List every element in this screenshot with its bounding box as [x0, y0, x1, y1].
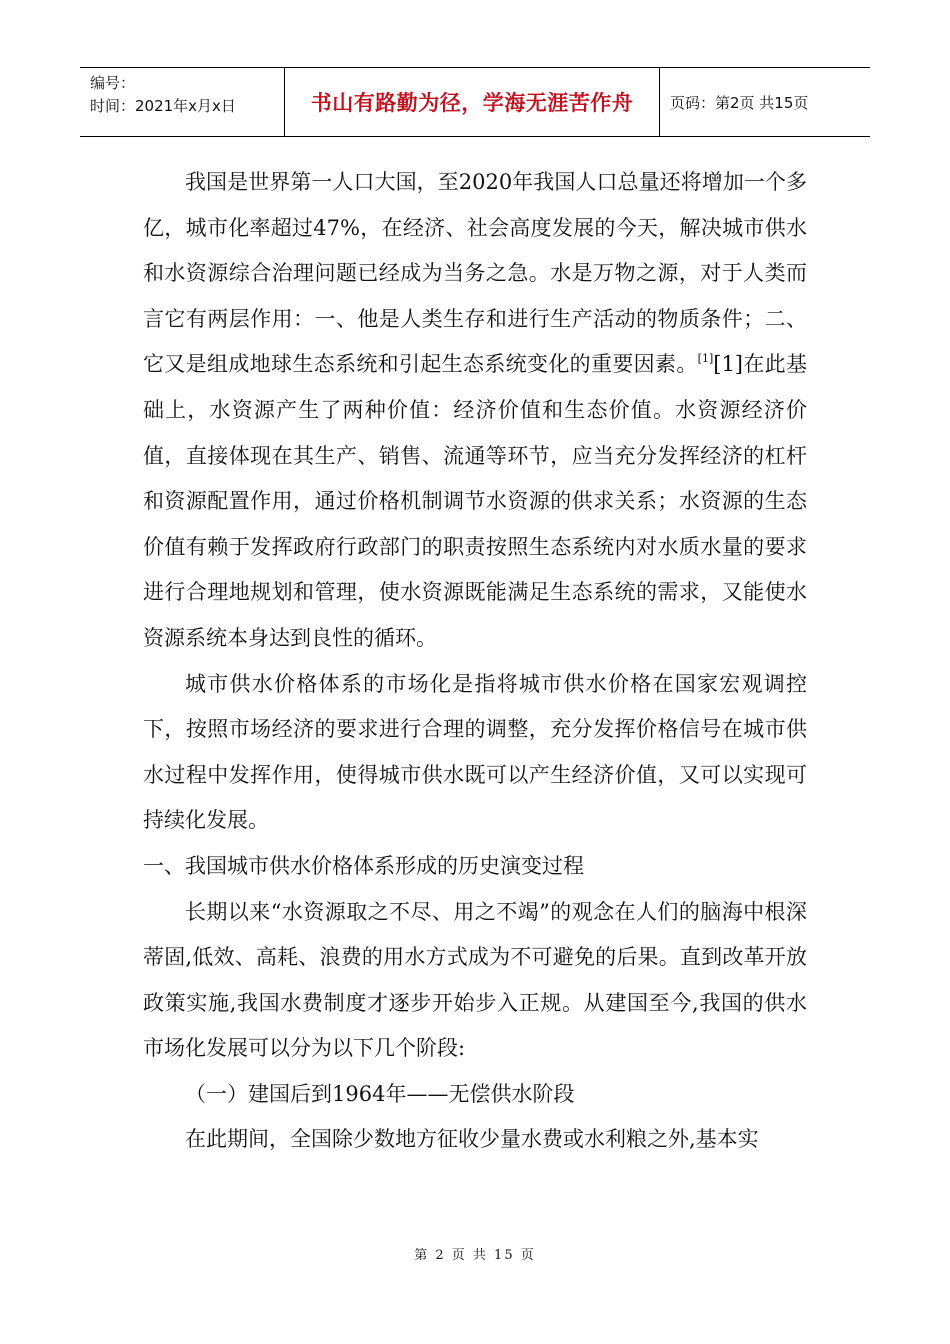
paragraph-1-text-a: 我国是世界第一人口大国，至2020年我国人口总量还将增加一个多亿，城市化率超过47%，在经济、社会高度发展的今天，解决城市供水和水资源综合治理问题已经成为当务之急。水是万物之源，对于人类而言它有两层作用：一、他是人类生存和进行生产活动的物质条件；二、它又是组成地球生态系统和引起生态系统变化的重要因素。 — [143, 170, 807, 377]
page-header — [80, 67, 870, 137]
document-body — [143, 160, 807, 1163]
paragraph-3: 长期以来“水资源取之不尽、用之不竭”的观念在人们的脑海中根深蒂固,低效、高耗、浪费的用水方式成为不可避免的后果。直到改革开放政策实施,我国水费制度才逐步开始步入正规。从建国至今,我国的供水市场化发展可以分为以下几个阶段: — [143, 899, 807, 1061]
paragraph-2: 城市供水价格体系的市场化是指将城市供水价格在国家宏观调控下，按照市场经济的要求进行合理的调整，充分发挥价格信号在城市供水过程中发挥作用，使得城市供水既可以产生经济价值，又可以实现可持续化发展。 — [143, 671, 807, 833]
paragraph-1-text-b: [1]在此基础上，水资源产生了两种价值：经济价值和生态价值。水资源经济价值，直接体现在其生产、销售、流通等环节，应当充分发挥经济的杠杆和资源配置作用，通过价格机制调节水资源的供求关系；水资源的生态价值有赖于发挥政府行政部门的职责按照生态系统内对水质水量的要求进行合理地规划和管理，使水资源既能满足生态系统的需求，又能使水资源系统本身达到良性的循环。 — [143, 352, 807, 650]
paragraph-4: 在此期间，全国除少数地方征收少量水费或水利粮之外,基本实 — [185, 1127, 759, 1152]
subsection-heading-1: （一）建国后到1964年——无偿供水阶段 — [185, 1081, 575, 1106]
document-time-label: 时间：2021年x月x日 — [90, 97, 236, 115]
paragraph-1 — [143, 160, 807, 662]
page-footer: 第 2 页 共 15 页 — [414, 1248, 536, 1263]
section-heading-1: 一、我国城市供水价格体系形成的历史演变过程 — [143, 853, 584, 878]
header-motto: 书山有路勤为径，学海无涯苦作舟 — [284, 68, 660, 136]
header-page-label: 页码：第2页 共15页 — [670, 93, 809, 112]
document-number-label: 编号： — [90, 74, 136, 92]
citation-superscript: [1] — [697, 352, 714, 366]
header-meta — [80, 68, 284, 136]
